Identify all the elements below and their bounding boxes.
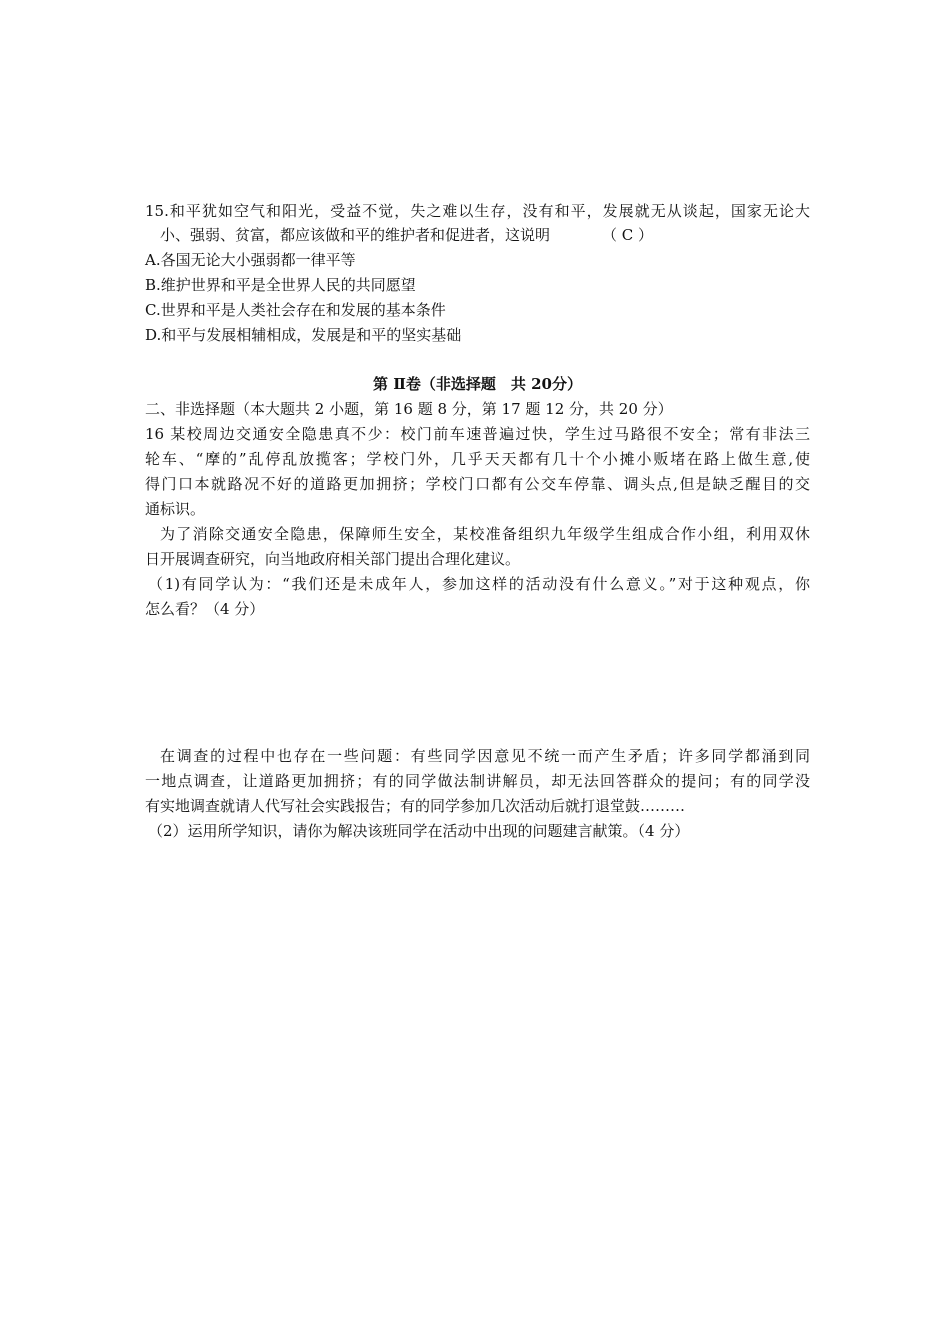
q16-p2-line-1: 为了消除交通安全隐患，保障师生安全，某校准备组织九年级学生组成合作小组，利用双休 bbox=[160, 525, 810, 543]
q15-option-b: B.维护世界和平是全世界人民的共同愿望 bbox=[145, 276, 416, 294]
q15-option-d: D.和平与发展相辅相成，发展是和平的坚实基础 bbox=[145, 326, 462, 344]
q16-sub1-line-2: 怎么看？（4 分） bbox=[145, 600, 265, 618]
q16-p1-line-4: 通标识。 bbox=[145, 500, 206, 518]
q16-p3-line-3: 有实地调查就请人代写社会实践报告；有的同学参加几次活动后就打退堂鼓……… bbox=[145, 797, 686, 815]
q16-p1-line-1: 16 某校周边交通安全隐患真不少：校门前车速普遍过快，学生过马路很不安全；常有非法三 bbox=[145, 425, 810, 443]
part2-subtitle: 二、非选择题（本大题共 2 小题，第 16 题 8 分，第 17 题 12 分，共 20 分） bbox=[145, 400, 673, 418]
q16-sub1-line-1: （1)有同学认为：“我们还是未成年人，参加这样的活动没有什么意义。”对于这种观点，你 bbox=[148, 575, 810, 593]
q15-stem-text: 小、强弱、贫富，都应该做和平的维护者和促进者，这说明 bbox=[160, 226, 551, 244]
q16-p1-line-2: 轮车、“摩的”乱停乱放揽客；学校门外，几乎天天都有几十个小摊小贩堵在路上做生意,使 bbox=[145, 450, 810, 468]
q16-sub2: （2）运用所学知识，请你为解决该班同学在活动中出现的问题建言献策。（4 分） bbox=[148, 822, 690, 840]
part2-title: 第 Ⅱ卷（非选择题 共 20分） bbox=[373, 375, 582, 393]
q15-stem-line-1: 15.和平犹如空气和阳光，受益不觉，失之难以生存，没有和平，发展就无从谈起，国家无论大 bbox=[145, 202, 810, 220]
q15-option-c: C.世界和平是人类社会存在和发展的基本条件 bbox=[145, 301, 446, 319]
q16-p3-line-2: 一地点调查，让道路更加拥挤；有的同学做法制讲解员，却无法回答群众的提问；有的同学没 bbox=[145, 772, 810, 790]
q16-p2-line-2: 日开展调查研究，向当地政府相关部门提出合理化建议。 bbox=[145, 550, 521, 568]
q16-p1-line-3: 得门口本就路况不好的道路更加拥挤；学校门口都有公交车停靠、调头点,但是缺乏醒目的交 bbox=[145, 475, 810, 493]
q15-answer: （ C ） bbox=[602, 226, 654, 244]
q15-option-a: A.各国无论大小强弱都一律平等 bbox=[145, 251, 356, 269]
q16-p3-line-1: 在调查的过程中也存在一些问题：有些同学因意见不统一而产生矛盾；许多同学都涌到同 bbox=[160, 747, 810, 765]
q15-stem-line-2 bbox=[160, 223, 810, 247]
